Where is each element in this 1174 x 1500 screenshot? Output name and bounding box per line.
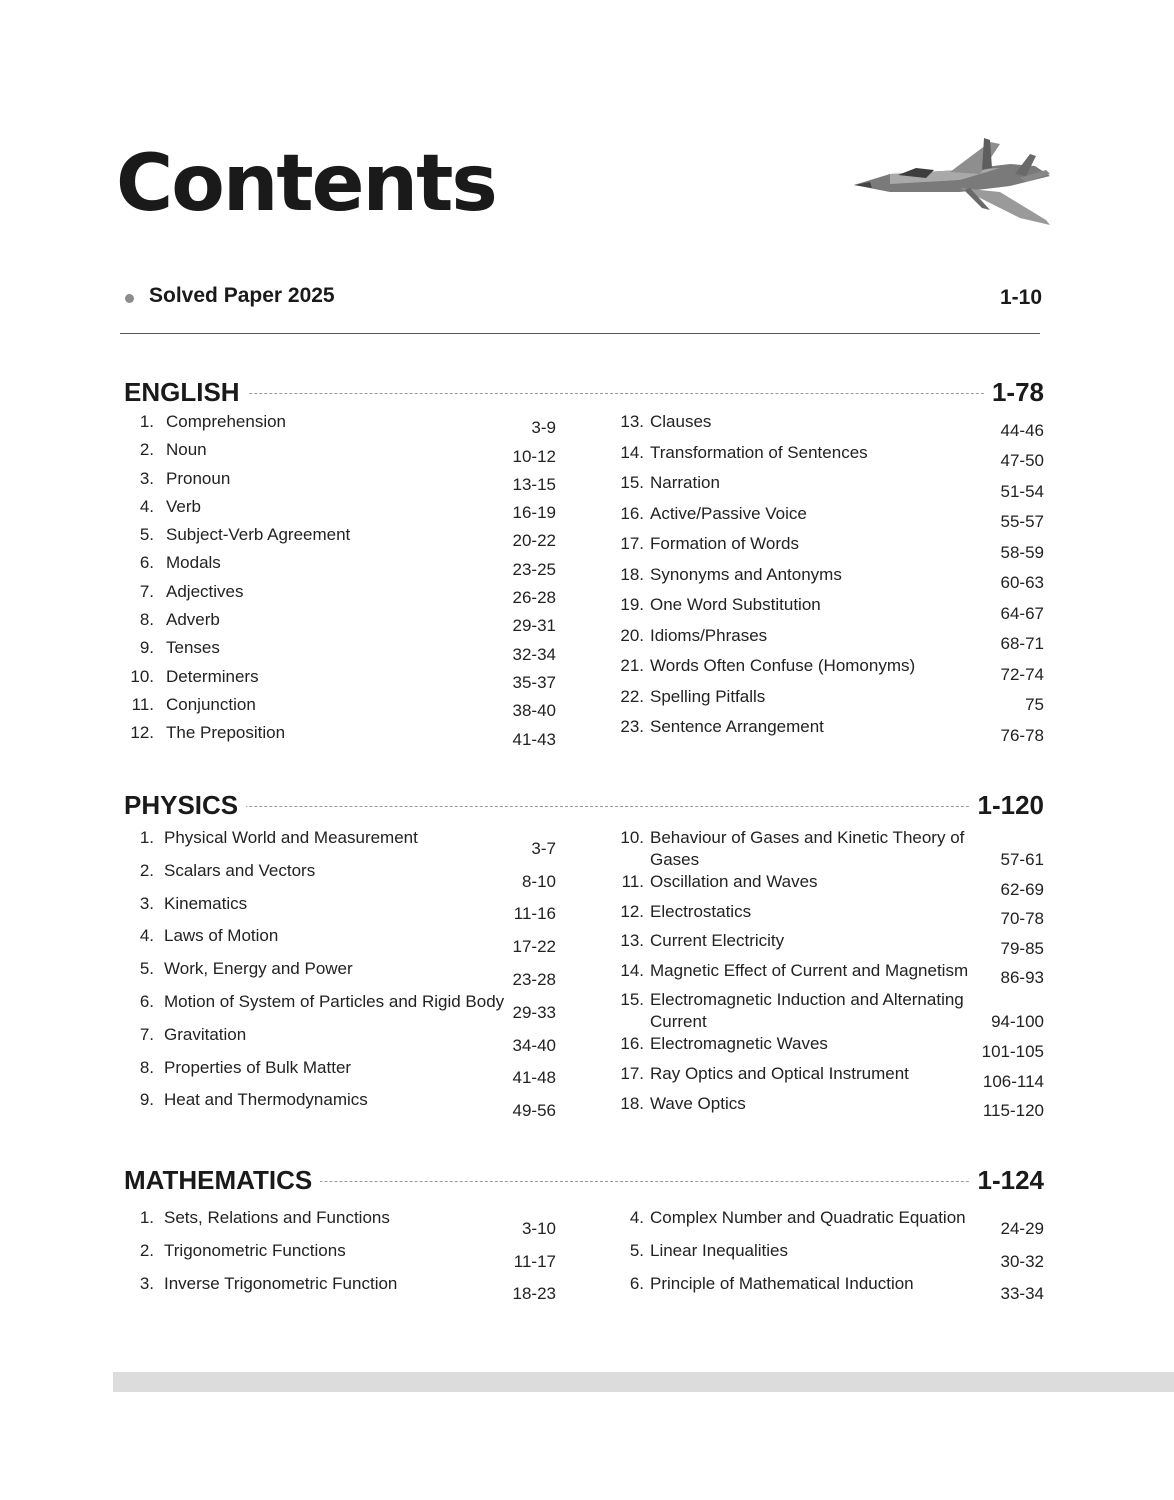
fighter-jet-illustration — [850, 130, 1060, 230]
toc-entry-pages: 34-40 — [512, 1035, 556, 1055]
toc-entry-topic: Comprehension — [166, 412, 287, 431]
toc-entry-number: 6. — [139, 553, 154, 573]
section-english — [124, 377, 1044, 757]
section-pages: 1-124 — [970, 1165, 1045, 1196]
toc-entry-topic: Determiners — [166, 666, 259, 686]
toc-entry-topic: Active/Passive Voice — [650, 503, 807, 523]
toc-entry-topic: Words Often Confuse (Homonyms) — [650, 656, 916, 675]
footer-bar — [113, 1372, 1174, 1392]
toc-entry-pages: 3-7 — [531, 838, 556, 858]
toc-entry[interactable] — [124, 1057, 556, 1090]
section-pages: 1-120 — [970, 790, 1045, 821]
toc-entry[interactable] — [614, 625, 1044, 656]
toc-entry-number: 2. — [139, 440, 154, 460]
toc-entry-pages: 11-17 — [513, 1251, 556, 1271]
toc-entry-number: 1. — [139, 828, 154, 847]
toc-entry-number: 21. — [620, 656, 644, 675]
section-title: MATHEMATICS — [124, 1165, 320, 1196]
toc-entry-topic: Linear Inequalities — [650, 1240, 788, 1260]
toc-entry[interactable] — [614, 1273, 1044, 1306]
toc-entry-pages: 58-59 — [1000, 542, 1044, 562]
toc-entry-pages: 24-29 — [1000, 1218, 1044, 1238]
dashed-leader — [124, 806, 1044, 807]
toc-entry[interactable] — [614, 960, 1044, 990]
dashed-leader — [124, 393, 1044, 394]
toc-entry-pages: 23-25 — [512, 559, 556, 579]
toc-entry-pages: 106-114 — [982, 1071, 1044, 1091]
toc-entry-number: 3. — [139, 893, 154, 913]
toc-entry-number: 17. — [620, 1063, 644, 1083]
toc-entry-topic: Adjectives — [166, 581, 244, 601]
toc-entry-number: 22. — [620, 686, 644, 706]
toc-entry-number: 12. — [620, 901, 644, 921]
section-header — [124, 377, 1044, 411]
toc-entry-topic: Synonyms and Antonyms — [650, 564, 842, 584]
toc-entry-pages: 94-100 — [991, 1012, 1044, 1032]
toc-entry-pages: 23-28 — [512, 969, 556, 989]
toc-entry-pages: 26-28 — [512, 588, 556, 608]
toc-entry[interactable] — [614, 686, 1044, 717]
toc-entry-pages: 11-16 — [513, 904, 556, 924]
toc-entry[interactable] — [614, 871, 1044, 901]
toc-entry[interactable] — [124, 860, 556, 893]
toc-entry-topic: Motion of System of Particles and Rigid Body — [164, 991, 505, 1011]
toc-entry[interactable] — [124, 666, 556, 694]
toc-column-left — [124, 1207, 556, 1305]
toc-entry-topic: One Word Substitution — [650, 595, 821, 614]
toc-entry-topic: Transformation of Sentences — [650, 442, 868, 462]
toc-entry[interactable] — [614, 1207, 1044, 1240]
toc-entry-pages: 13-15 — [512, 474, 556, 494]
toc-entry-topic: Modals — [166, 553, 221, 573]
toc-entry[interactable] — [614, 827, 1044, 871]
toc-entry[interactable] — [614, 989, 1044, 1033]
toc-entry-topic: Formation of Words — [650, 534, 799, 553]
toc-entry-topic: Clauses — [650, 412, 712, 431]
toc-entry[interactable] — [614, 472, 1044, 503]
toc-entry[interactable] — [124, 1089, 556, 1122]
section-title: ENGLISH — [124, 377, 248, 408]
toc-entry[interactable] — [124, 1207, 556, 1240]
toc-entry-pages: 16-19 — [512, 503, 556, 523]
toc-entry-topic: Narration — [650, 473, 720, 492]
toc-entry-pages: 75 — [1025, 695, 1044, 714]
toc-entry-topic: Tenses — [166, 638, 220, 658]
toc-entry-topic: Physical World and Measurement — [164, 828, 418, 847]
toc-entry[interactable] — [124, 827, 556, 860]
toc-entry-number: 2. — [139, 1240, 154, 1260]
toc-entry-pages: 101-105 — [981, 1041, 1044, 1061]
toc-entry[interactable] — [614, 1240, 1044, 1273]
toc-entry-number: 16. — [620, 503, 644, 523]
toc-entry-number: 14. — [620, 960, 644, 980]
toc-entry-topic: Kinematics — [164, 893, 248, 913]
toc-entry[interactable] — [124, 722, 556, 750]
toc-entry-pages: 76-78 — [1000, 725, 1044, 745]
toc-entry-pages: 62-69 — [1000, 879, 1044, 899]
toc-entry-number: 1. — [139, 1208, 154, 1227]
toc-entry[interactable] — [614, 564, 1044, 595]
toc-entry-pages: 51-54 — [1000, 481, 1044, 501]
toc-entry-number: 15. — [620, 473, 644, 492]
toc-entry[interactable] — [124, 1024, 556, 1057]
toc-entry[interactable] — [614, 442, 1044, 473]
toc-entry-number: 7. — [139, 581, 154, 601]
toc-entry-number: 4. — [629, 1208, 644, 1227]
toc-entry-number: 18. — [620, 564, 644, 584]
toc-entry-pages: 49-56 — [512, 1101, 556, 1121]
toc-entry[interactable] — [124, 991, 556, 1024]
toc-entry-number: 11. — [621, 872, 644, 891]
toc-entry-pages: 20-22 — [512, 531, 556, 551]
toc-entry[interactable] — [614, 716, 1044, 747]
toc-entry-pages: 47-50 — [1000, 451, 1044, 470]
toc-entry-number: 13. — [620, 412, 644, 431]
toc-entry-number: 20. — [620, 625, 644, 645]
page-title: Contents — [116, 139, 496, 229]
toc-entry-topic: Complex Number and Quadratic Equation — [650, 1208, 966, 1227]
toc-entry-number: 14. — [620, 442, 644, 462]
toc-entry-number: 3. — [139, 1273, 154, 1293]
toc-entry[interactable] — [614, 411, 1044, 442]
toc-entry-topic: Properties of Bulk Matter — [164, 1057, 352, 1077]
toc-entry-topic: Scalars and Vectors — [164, 860, 316, 880]
toc-entry-topic: Heat and Thermodynamics — [164, 1090, 368, 1110]
toc-entry-number: 23. — [620, 717, 644, 736]
toc-entry-number: 8. — [139, 610, 154, 630]
toc-entry[interactable] — [124, 1240, 556, 1273]
toc-entry[interactable] — [124, 609, 556, 637]
toc-entry[interactable] — [124, 468, 556, 496]
toc-column-right — [614, 1207, 1044, 1305]
toc-entry-pages: 115-120 — [982, 1101, 1044, 1121]
toc-entry-pages: 3-10 — [521, 1218, 556, 1238]
toc-entry-topic: Ray Optics and Optical Instrument — [650, 1063, 909, 1083]
section-mathematics — [124, 1165, 1044, 1305]
bullet-icon — [125, 294, 134, 303]
toc-entry[interactable] — [124, 637, 556, 665]
toc-entry-pages: 79-85 — [1000, 938, 1044, 958]
toc-entry-topic: Subject-Verb Agreement — [166, 525, 351, 545]
toc-entry-pages: 55-57 — [1000, 512, 1044, 531]
toc-entry[interactable] — [614, 655, 1044, 686]
toc-entry-pages: 18-23 — [512, 1284, 556, 1304]
toc-entry-topic: Wave Optics — [650, 1093, 746, 1113]
toc-entry[interactable] — [124, 524, 556, 552]
solved-paper-label: Solved Paper 2025 — [149, 284, 335, 307]
toc-entry-topic: Electromagnetic Waves — [650, 1034, 828, 1054]
toc-entry-number: 4. — [139, 496, 154, 516]
solved-paper-entry[interactable] — [122, 284, 1042, 320]
toc-entry-pages: 86-93 — [1000, 968, 1044, 988]
toc-entry-topic: Verb — [166, 496, 201, 516]
section-title: PHYSICS — [124, 790, 246, 821]
toc-entry-topic: Adverb — [166, 610, 220, 630]
toc-entry-number: 7. — [139, 1024, 154, 1044]
toc-entry-topic: Trigonometric Functions — [164, 1240, 346, 1260]
toc-entry-topic: Behaviour of Gases and Kinetic Theory of Gases — [650, 828, 965, 869]
toc-entry-pages: 38-40 — [512, 701, 556, 721]
section-physics — [124, 790, 1044, 1140]
toc-entry[interactable] — [614, 1063, 1044, 1093]
toc-entry-topic: Sets, Relations and Functions — [164, 1208, 390, 1227]
toc-entry[interactable] — [614, 1093, 1044, 1123]
toc-entry-pages: 68-71 — [1000, 634, 1044, 653]
toc-entry[interactable] — [614, 930, 1044, 960]
toc-entry-topic: Sentence Arrangement — [650, 717, 824, 736]
toc-entry[interactable] — [614, 901, 1044, 931]
toc-column-left — [124, 411, 556, 751]
toc-entry-number: 10. — [620, 828, 644, 847]
toc-entry-number: 5. — [139, 525, 154, 545]
toc-entry-pages: 70-78 — [1000, 909, 1044, 929]
toc-entry-number: 15. — [620, 990, 644, 1010]
toc-entry-pages: 44-46 — [1000, 420, 1044, 440]
toc-entry-topic: Oscillation and Waves — [650, 872, 818, 891]
toc-column-left — [124, 827, 556, 1122]
toc-entry-number: 17. — [620, 534, 644, 553]
toc-entry-pages: 17-22 — [512, 937, 556, 957]
toc-entry-number: 12. — [130, 723, 154, 743]
toc-entry-topic: Magnetic Effect of Current and Magnetism — [650, 960, 969, 980]
toc-entry-number: 13. — [620, 931, 644, 951]
toc-entry-number: 4. — [139, 926, 154, 946]
toc-entry-number: 5. — [139, 959, 154, 979]
toc-entry-pages: 32-34 — [512, 644, 556, 664]
toc-entry[interactable] — [124, 411, 556, 439]
toc-entry-pages: 41-43 — [512, 729, 556, 749]
toc-entry[interactable] — [124, 496, 556, 524]
toc-entry-number: 10. — [130, 666, 154, 686]
toc-entry-pages: 64-67 — [1000, 603, 1044, 623]
toc-entry[interactable] — [124, 552, 556, 580]
toc-entry-number: 11. — [131, 694, 154, 714]
toc-entry-pages: 33-34 — [1000, 1284, 1044, 1304]
toc-column-right — [614, 827, 1044, 1122]
toc-entry-topic: The Preposition — [166, 723, 286, 743]
toc-entry-topic: Spelling Pitfalls — [650, 686, 766, 706]
toc-entry-topic: Conjunction — [166, 694, 256, 714]
toc-entry-topic: Electrostatics — [650, 901, 752, 921]
toc-entry-number: 2. — [139, 860, 154, 880]
toc-entry-topic: Pronoun — [166, 468, 231, 488]
toc-entry-topic: Inverse Trigonometric Function — [164, 1273, 398, 1293]
toc-entry-number: 9. — [139, 1090, 154, 1110]
toc-entry-pages: 3-9 — [531, 418, 556, 438]
toc-entry-number: 6. — [629, 1273, 644, 1293]
toc-entry-number: 8. — [139, 1057, 154, 1077]
toc-entry-topic: Principle of Mathematical Induction — [650, 1273, 914, 1293]
toc-entry[interactable] — [614, 533, 1044, 564]
toc-entry[interactable] — [614, 1033, 1044, 1063]
section-header — [124, 1165, 1044, 1199]
toc-entry-topic: Electromagnetic Induction and Alternating Current — [650, 990, 964, 1032]
toc-entry-pages: 30-32 — [1000, 1251, 1044, 1271]
toc-entry[interactable] — [614, 503, 1044, 534]
toc-entry-topic: Laws of Motion — [164, 926, 279, 946]
toc-entry-number: 9. — [139, 638, 154, 658]
toc-entry-topic: Noun — [166, 440, 207, 460]
toc-entry[interactable] — [124, 439, 556, 467]
section-header — [124, 790, 1044, 824]
toc-entry[interactable] — [124, 893, 556, 926]
toc-entry[interactable] — [124, 925, 556, 958]
toc-entry[interactable] — [124, 958, 556, 991]
toc-entry-number: 1. — [139, 412, 154, 431]
toc-entry-pages: 72-74 — [1000, 664, 1044, 684]
toc-entry-pages: 41-48 — [512, 1068, 556, 1088]
divider — [120, 333, 1040, 334]
section-pages: 1-78 — [984, 377, 1044, 408]
toc-entry-number: 5. — [629, 1240, 644, 1260]
toc-entry[interactable] — [614, 594, 1044, 625]
toc-entry-number: 3. — [139, 468, 154, 488]
toc-entry-topic: Idioms/Phrases — [650, 625, 768, 645]
toc-entry-number: 6. — [139, 991, 154, 1011]
toc-entry[interactable] — [124, 1273, 556, 1306]
toc-entry[interactable] — [124, 581, 556, 609]
toc-entry-pages: 60-63 — [1000, 573, 1044, 592]
toc-entry-pages: 35-37 — [512, 672, 556, 692]
toc-entry-pages: 57-61 — [1000, 850, 1044, 869]
toc-entry-number: 16. — [620, 1034, 644, 1054]
toc-entry-topic: Gravitation — [164, 1024, 247, 1044]
toc-entry-pages: 29-33 — [512, 1002, 556, 1022]
solved-paper-pages: 1-10 — [999, 286, 1042, 309]
toc-entry-pages: 10-12 — [512, 446, 556, 466]
toc-entry-topic: Work, Energy and Power — [164, 959, 353, 979]
toc-entry-pages: 29-31 — [512, 616, 556, 636]
toc-entry-topic: Current Electricity — [650, 931, 785, 951]
toc-entry[interactable] — [124, 694, 556, 722]
toc-entry-number: 18. — [620, 1093, 644, 1113]
toc-column-right — [614, 411, 1044, 747]
toc-entry-pages: 8-10 — [521, 871, 556, 891]
toc-entry-number: 19. — [620, 595, 644, 614]
